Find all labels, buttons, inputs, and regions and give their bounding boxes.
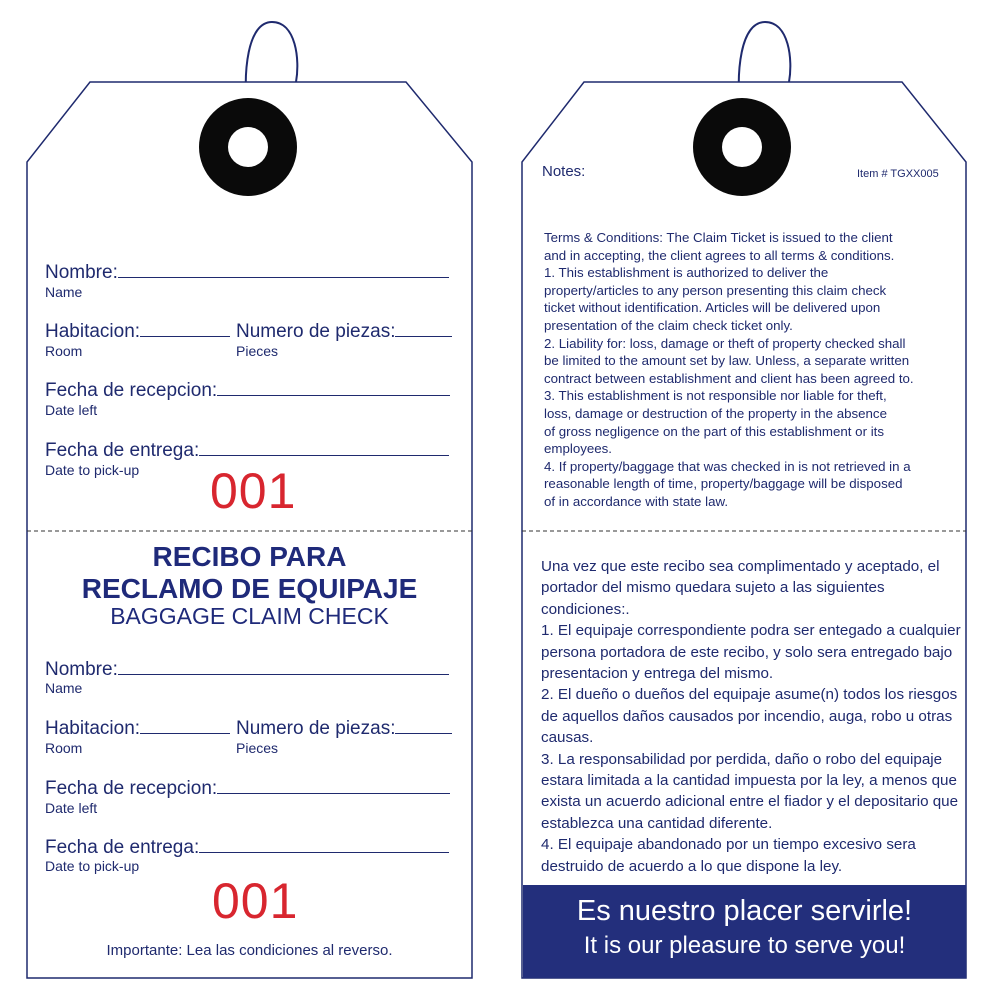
banner-line-english: It is our pleasure to serve you! [583, 932, 906, 959]
terms-line: and in accepting, the client agrees to all terms & conditions. [544, 247, 895, 263]
terms-line: Terms & Conditions: The Claim Ticket is issued to the client [544, 230, 893, 245]
bottom-pickup-field[interactable] [45, 837, 449, 859]
field-sublabel: Pieces [236, 343, 279, 359]
conditions-line: causas. [541, 729, 594, 747]
conditions-line: 3. La responsabilidad por perdida, daño o robo del equipaje [541, 750, 943, 768]
field-sublabel: Date left [45, 402, 98, 418]
field-label: Fecha de entrega: [45, 440, 200, 461]
write-line [199, 454, 449, 456]
top-pickup-field[interactable] [45, 440, 449, 462]
write-line [217, 792, 450, 794]
conditions-line: 4. El equipaje abandonado por un tiempo excesivo sera [541, 836, 916, 854]
conditions-line: 1. El equipaje correspondiente podra ser entegado a cualquier [541, 622, 961, 640]
bottom-date-left-field[interactable] [45, 778, 450, 800]
serial-number: 001 [212, 873, 299, 929]
conditions-line: Una vez que este recibo sea complimentado y aceptado, el [541, 558, 940, 575]
field-label: Fecha de entrega: [45, 837, 200, 858]
write-line [118, 276, 449, 278]
terms-line: employees. [544, 441, 612, 457]
spanish-conditions [541, 556, 961, 877]
bottom-pieces-field[interactable] [236, 718, 452, 740]
field-label: Fecha de recepcion: [45, 778, 218, 799]
terms-line: 1. This establishment is authorized to deliver the [544, 265, 829, 281]
field-sublabel: Date to pick-up [45, 462, 140, 478]
terms-line: ticket without identification. Articles will be delivered upon [544, 300, 881, 316]
write-line [395, 335, 452, 337]
field-label: Habitacion: [45, 321, 141, 342]
field-label: Habitacion: [45, 718, 141, 739]
field-sublabel: Name [45, 284, 83, 300]
top-name-field[interactable] [45, 262, 449, 284]
top-room-field[interactable] [45, 321, 230, 343]
field-label: Numero de piezas: [236, 718, 396, 739]
terms-line: 4. If property/baggage that was checked in is not retrieved in a [544, 458, 911, 474]
field-sublabel: Name [45, 680, 83, 696]
right-grommet-icon [693, 98, 791, 196]
terms-line: 3. This establishment is not responsible nor liable for theft, [544, 388, 887, 404]
banner-line-spanish: Es nuestro placer servirle! [576, 895, 913, 927]
serial-number: 001 [210, 463, 297, 519]
bottom-room-field[interactable] [45, 718, 230, 740]
field-label: Fecha de recepcion: [45, 380, 218, 401]
terms-line: 2. Liability for: loss, damage or theft of property checked shall [544, 335, 906, 351]
write-line [118, 673, 449, 675]
terms-line: presentation of the claim check ticket only. [544, 317, 793, 333]
write-line [140, 335, 230, 337]
item-number: Item # TGXX005 [857, 168, 939, 180]
terms-line: of in accordance with state law. [544, 493, 729, 509]
terms-line: loss, damage or destruction of the property in the absence [544, 405, 887, 421]
write-line [395, 732, 452, 734]
bottom-name-field[interactable] [45, 659, 449, 681]
thank-you-banner [523, 885, 966, 978]
left-grommet-icon [199, 98, 297, 196]
field-label: Numero de piezas: [236, 321, 396, 342]
conditions-line: persona portadora de este recibo, y solo sera entregado bajo [541, 643, 953, 661]
field-label: Nombre: [45, 659, 118, 680]
terms-line: of gross negligence on the part of this establishment or its [544, 423, 884, 439]
field-sublabel: Room [45, 343, 83, 359]
conditions-line: portador del mismo quedara sujeto a las siguientes [541, 579, 885, 597]
conditions-line: presentacion y entrega del mismo. [541, 665, 774, 683]
conditions-line: establezca una cantidad diferente. [541, 814, 773, 832]
conditions-line: exista un acuerdo adicional entre el fiador y el depositario que [541, 793, 959, 811]
conditions-line: 2. El dueño o dueños del equipaje asume(n) todos los riesgos [541, 686, 958, 704]
field-label: Nombre: [45, 262, 118, 283]
conditions-line: condiciones:. [541, 600, 630, 618]
write-line [217, 394, 450, 396]
field-sublabel: Date left [45, 800, 98, 816]
write-line [140, 732, 230, 734]
terms-and-conditions [544, 229, 914, 511]
conditions-line: destruido de acuerdo a lo que dispone la ley. [541, 857, 843, 875]
field-sublabel: Pieces [236, 740, 279, 756]
conditions-line: de aquellos daños causados por incendio, auga, robo u otras [541, 707, 953, 725]
write-line [199, 851, 449, 853]
claim-title-line1: RECIBO PARA [152, 541, 347, 572]
terms-line: be limited to the amount set by law. Unless, a separate written [544, 353, 910, 369]
claim-title-line2: RECLAMO DE EQUIPAJE [81, 573, 418, 604]
top-pieces-field[interactable] [236, 321, 452, 343]
claim-subtitle: BAGGAGE CLAIM CHECK [110, 603, 389, 629]
conditions-line: estara limitada a la cantidad impuesta por la ley, a menos que [541, 772, 957, 790]
field-sublabel: Date to pick-up [45, 858, 140, 874]
terms-line: reasonable length of time, property/baggage will be disposed [544, 476, 903, 492]
field-sublabel: Room [45, 740, 83, 756]
footer-note: Importante: Lea las condiciones al reverso. [106, 942, 393, 959]
notes-label: Notes: [542, 163, 586, 180]
terms-line: property/articles to any person presenting this claim check [544, 282, 887, 298]
terms-line: contract between establishment and client has been agreed to. [544, 370, 914, 386]
top-date-left-field[interactable] [45, 380, 450, 402]
